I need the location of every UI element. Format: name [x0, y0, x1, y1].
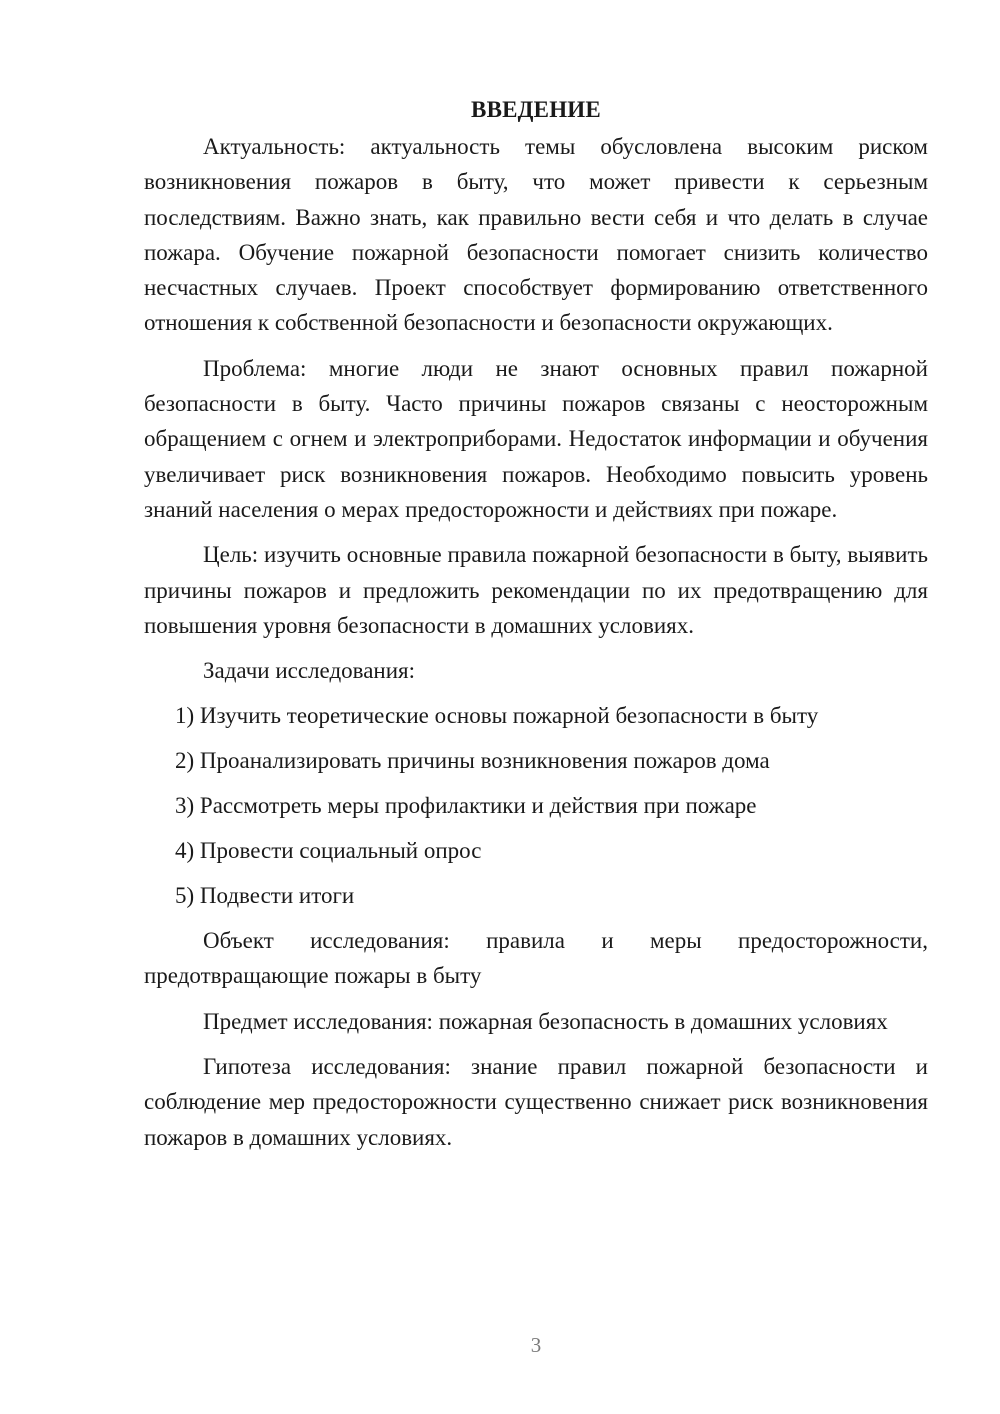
spacer	[144, 994, 928, 1004]
task-item: 4) Провести социальный опрос	[175, 838, 482, 864]
tasks-heading: Задачи исследования:	[203, 658, 416, 684]
paragraph-object: Объект исследования: правила и меры предосторожности, предотвращающие пожары в быту	[144, 928, 928, 989]
spacer	[144, 1039, 928, 1049]
paragraph-relevance: Актуальность: актуальность темы обусловлена высоким риском возникновения пожаров в быту, что может привести к серьезным последствиям. Важно знать, как правильно вести себя и что делать в случае пожара. Обучение пожарной безопасности помогает снизить количество несчастных случаев. Проект способствует формированию ответственного отношения к собственной безопасности и безопасности окружающих.	[144, 134, 928, 336]
task-item: 1) Изучить теоретические основы пожарной безопасности в быту	[175, 703, 819, 729]
task-list	[144, 698, 928, 913]
paragraph-goal: Цель: изучить основные правила пожарной безопасности в быту, выявить причины пожаров и предложить рекомендации по их предотвращению для повышения уровня безопасности в домашних условиях.	[144, 542, 928, 638]
spacer	[144, 643, 928, 653]
paragraph-subject: Предмет исследования: пожарная безопасность в домашних условиях	[203, 1008, 888, 1034]
spacer	[144, 913, 928, 923]
spacer	[144, 527, 928, 537]
paragraph-hypothesis: Гипотеза исследования: знание правил пожарной безопасности и соблюдение мер предосторожности существенно снижает риск возникновения пожаров в домашних условиях.	[144, 1054, 928, 1150]
section-title: ВВЕДЕНИЕ	[471, 97, 601, 122]
paragraph-problem: Проблема: многие люди не знают основных правил пожарной безопасности в быту. Часто причины пожаров связаны с неосторожным обращением с огнем и электроприборами. Недостаток информации и обучения увеличивает риск возникновения пожаров. Необходимо повысить уровень знаний населения о мерах предосторожности и действиях при пожаре.	[144, 355, 928, 522]
spacer	[144, 341, 928, 351]
document-page	[144, 92, 928, 1155]
task-item: 3) Рассмотреть меры профилактики и действия при пожаре	[175, 793, 757, 819]
task-item: 5) Подвести итоги	[175, 883, 355, 909]
task-item: 2) Проанализировать причины возникновения пожаров дома	[175, 748, 770, 774]
page-number: 3	[530, 1333, 542, 1357]
